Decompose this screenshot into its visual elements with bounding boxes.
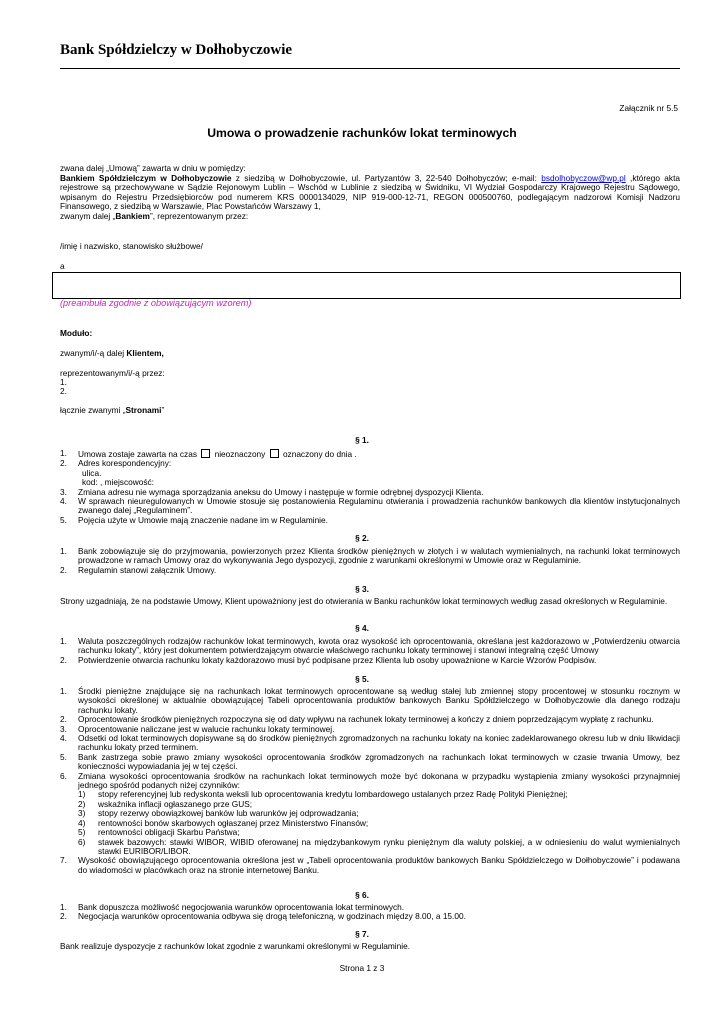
factor-item: 5) rentowności obligacji Skarbu Państwa; — [78, 827, 240, 838]
item-text: Bank dopuszcza możliwość negocjowania warunków oprocentowania lokat terminowych. — [78, 902, 405, 912]
attachment-number: Załącznik nr 5.5 — [619, 103, 678, 113]
list-item: 1. Bank dopuszcza możliwość negocjowania warunków oprocentowania lokat terminowych. — [60, 902, 405, 912]
and-label: a — [60, 261, 65, 271]
bank-called-pre: zwanym dalej „ — [60, 211, 116, 221]
section-5-heading: § 5. — [355, 674, 369, 684]
bank-address: z siedzibą w Dołhobyczowie, ul. Partyzantów 3, 22-540 Dołhobyczów; e-mail: — [231, 173, 542, 183]
item-text: Pojęcia użyte w Umowie mają znaczenie nadane im w Regulaminie. — [78, 514, 328, 525]
street-field: ulica. — [82, 467, 102, 478]
fixed-term-checkbox[interactable] — [270, 449, 279, 458]
item-text: Zmiana wysokości oprocentowania środków na rachunkach lokat terminowych może być dokonana w przypadku wystąpienia zmiany wysokości przynajmniej jednego spośród podanych niżej czynników: — [78, 770, 680, 791]
item-text: Bank zastrzega sobie prawo zmiany wysokości oprocentowania środków zgromadzonych na rachunkach lokat terminowych w czasie trwania Umowy, bez konieczności wypowiadania jej w tej części. — [78, 751, 680, 772]
client-called-line — [60, 349, 680, 358]
list-item: 1. Umowa zostaje zawarta na czas nieoznaczony oznaczony do dnia . — [60, 448, 357, 459]
bank-registry: ,którego akta rejestrowe są przechowywane w Sądzie Rejonowym Lublin – Wschód w Lublinie z siedzibą w Świdniku, VI Wydział Gospodarczy Krajowego Rejestru Sądowego, wpisanym do Rejestru Przedsiębiorców pod numerem KRS 0000134029, NIP 919-000-12-71, REGON 000500760, podlegającym nadzorowi Komisji Nadzoru Finansowego, z siedzibą w Warszawie, Plac Powstańców Warszawy 1, — [60, 173, 680, 212]
bank-email-link[interactable]: bsdolhobyczow@wp.pl — [541, 173, 626, 183]
client-called-pre: zwanym/i/-ą dalej — [60, 348, 127, 358]
list-item: 1. Środki pieniężne znajdujące się na rachunkach lokat terminowych oprocentowane są według stałej lub zmiennej stopy procentowej w stosunku rocznym w wysokości określonej w aktualnie obowiązującej Tabeli oprocentowania produktów bankowych Banku Spółdzielczego w Dołhobyczowie dla danego rodzaju rachunku lokaty. — [60, 686, 680, 715]
term-text: Umowa zostaje zawarta na czas — [78, 449, 200, 459]
list-item: 2. Oprocentowanie środków pieniężnych rozpoczyna się od daty wpływu na rachunek lokaty terminowej a kończy z dniem poprzedzającym wypłatę z rachunku. — [60, 714, 654, 725]
list-item: 2. Negocjacja warunków oprocentowania odbywa się drogą telefoniczną, w godzinach między 8.00, a 15.00. — [60, 911, 466, 922]
factor-item: 1) stopy referencyjnej lub redyskonta weksli lub oprocentowania kredytu lombardowego ustalanych przez Radę Polityki Pieniężnej; — [78, 789, 568, 800]
section-6-list — [60, 903, 680, 922]
factor-item: 3) stopy rezerwy obowiązkowej banków lub warunków jej odprowadzania; — [78, 808, 359, 819]
factor-text: wskaźnika inflacji ogłaszanego prze GUS; — [98, 798, 253, 809]
list-item: 3. Oprocentowanie naliczane jest w walucie rachunku lokaty terminowej. — [60, 723, 335, 734]
section-5-list — [60, 687, 680, 875]
item-text: Zmiana adresu nie wymaga sporządzania aneksu do Umowy i następuje w formie odrębnej dyspozycji Klienta. — [78, 486, 484, 497]
factor-item: 4) rentowności bonów skarbowych ogłaszanej przez Ministerstwo Finansów; — [78, 817, 369, 828]
address-label: Adres korespondencyjny: — [78, 458, 172, 469]
factor-item: 6) stawek bazowych: stawki WIBOR, WIBID oferowanej na międzybankowym rynku pieniężnym dla waluty polskiej, a w odniesieniu do walut wymienialnych stawki EURIBOR/LIBOR. — [78, 836, 680, 856]
section-3-heading: § 3. — [355, 584, 369, 594]
bank-name-header: Bank Spółdzielczy w Dołhobyczowie — [60, 42, 293, 58]
bank-called-post: ”, reprezentowanym przez: — [149, 211, 249, 221]
document-title: Umowa o prowadzenie rachunków lokat terminowych — [207, 126, 517, 140]
factor-text: rentowności obligacji Skarbu Państwa; — [98, 827, 240, 838]
preamble-note: (preambuła zgodnie z obowiązującym wzorem) — [60, 298, 252, 308]
bank-called-line — [60, 212, 680, 221]
section-7-heading: § 7. — [355, 929, 369, 939]
client-rep-1: 1. — [60, 377, 67, 387]
section-7-text: Bank realizuje dyspozycje z rachunków lokat zgodnie z warunkami określonymi w Regulaminie. — [60, 941, 411, 951]
name-position-label: /imię i nazwisko, stanowisko służbowe/ — [60, 241, 203, 251]
list-item: 5. Pojęcia użyte w Umowie mają znaczenie nadane im w Regulaminie. — [60, 514, 328, 525]
item-text: Negocjacja warunków oprocentowania odbywa się drogą telefoniczną, w godzinach między 8.00, a 15.00. — [78, 911, 466, 922]
item-text: Środki pieniężne znajdujące się na rachunkach lokat terminowych oprocentowane są według stałej lub zmiennej stopy procentowej w stosunku rocznym w wysokości określonej w aktualnie obowiązującej Tabeli oprocentowania produktów bankowych Banku Spółdzielczego w Dołhobyczowie dla danego rodzaju rachunku lokaty. — [78, 686, 680, 715]
section-4-heading: § 4. — [355, 623, 369, 633]
factor-text: stopy rezerwy obowiązkowej banków lub warunków jej odprowadzania; — [98, 808, 359, 819]
list-item: 2. Potwierdzenie otwarcia rachunku lokaty każdorazowo musi być podpisane przez Klienta lub osoby upoważnione w Karcie Wzorów Podpisów. — [60, 654, 597, 665]
item-text: Odsetki od lokat terminowych dopisywane są do środków pieniężnych zgromadzonych na rachunku lokaty na koniec zadeklarowanego okresu lub w dniu likwidacji rachunku lokaty przed terminem. — [78, 733, 680, 753]
factor-text: rentowności bonów skarbowych ogłaszanej przez Ministerstwo Finansów; — [98, 817, 369, 828]
bank-name-bold: Bankiem Spółdzielczym w Dołhobyczowie — [60, 173, 232, 183]
item-text: Regulamin stanowi załącznik Umowy. — [78, 564, 217, 575]
client-details-box[interactable] — [52, 272, 681, 299]
list-item: 1. Bank zobowiązuje się do przyjmowania, powierzonych przez Klienta środków pieniężnych w złotych i w walutach wymienialnych, na rachunki lokat terminowych prowadzone w ramach Umowy oraz do wykonywania Jego dyspozycji, zgodnie z warunkami określonymi w Umowie oraz w Regulaminie. — [60, 546, 680, 566]
section-3-text: Strony uzgadniają, że na podstawie Umowy, Klient upoważniony jest do otwierania w Banku rachunków lokat terminowych według zasad określonych w Regulaminie. — [60, 596, 668, 606]
parties-line — [60, 406, 680, 415]
client-called-bold: Klientem, — [126, 348, 164, 358]
section-1-list — [60, 449, 680, 525]
parties-bold: Stronami — [125, 405, 162, 415]
item-text: Oprocentowanie środków pieniężnych rozpoczyna się od daty wpływu na rachunek lokaty terminowej a kończy z dniem poprzedzającym wypłatę z rachunku. — [78, 714, 654, 725]
client-rep-2: 2. — [60, 386, 67, 396]
header-rule — [60, 68, 680, 69]
fixed-term-label: oznaczony do dnia . — [280, 449, 357, 459]
list-item: 5. Bank zastrzega sobie prawo zmiany wysokości oprocentowania środków zgromadzonych na rachunkach lokat terminowych w czasie trwania Umowy, bez konieczności wypowiadania jej w tej części. — [60, 751, 680, 772]
section-2-heading: § 2. — [355, 533, 369, 543]
indefinite-checkbox[interactable] — [201, 449, 210, 458]
parties-post: ” — [161, 405, 165, 415]
list-item: 7. Wysokość obowiązującego oprocentowania określona jest w „Tabeli oprocentowania produktów bankowych Banku Spółdzielczego w Dołhobyczowie” i podawana do wiadomości w placówkach oraz na stronie internetowej Banku. — [60, 855, 680, 875]
factor-item: 2) wskaźnika inflacji ogłaszanego prze GUS; — [78, 798, 253, 809]
section-4-list — [60, 637, 680, 665]
indefinite-label: nieoznaczony — [212, 449, 268, 459]
section-1-heading: § 1. — [355, 435, 369, 445]
item-text: Oprocentowanie naliczane jest w walucie rachunku lokaty terminowej. — [78, 723, 335, 734]
list-item: 1. Waluta poszczególnych rodzajów rachunków lokat terminowych, kwota oraz wysokość ich oprocentowania, określana jest każdorazowo w „Potwierdzeniu otwarcia rachunku lokaty”, który jest dokumentem potwierdzającym otwarcie właściwego rachunku lokaty terminowej i stanowi integralną część Umowy — [60, 636, 680, 656]
factor-text: stawek bazowych: stawki WIBOR, WIBID oferowanej na międzybankowym rynku pieniężnym dla waluty polskiej, a w odniesieniu do walut wymienialnych stawki EURIBOR/LIBOR. — [98, 836, 680, 856]
page-number: Strona 1 z 3 — [339, 963, 385, 973]
list-item: 3. Zmiana adresu nie wymaga sporządzania aneksu do Umowy i następuje w formie odrębnej dyspozycji Klienta. — [60, 486, 484, 497]
list-item: 4. Odsetki od lokat terminowych dopisywane są do środków pieniężnych zgromadzonych na rachunku lokaty na koniec zadeklarowanego okresu lub w dniu likwidacji rachunku lokaty przed terminem. — [60, 733, 680, 753]
section-6-heading: § 6. — [355, 890, 369, 900]
list-item: 2. Regulamin stanowi załącznik Umowy. — [60, 564, 217, 575]
section-2-list — [60, 547, 680, 575]
item-text: Potwierdzenie otwarcia rachunku lokaty każdorazowo musi być podpisane przez Klienta lub osoby upoważnione w Karcie Wzorów Podpisów. — [78, 654, 597, 665]
contract-date-line: zwana dalej „Umową” zawarta w dniu w pomiędzy: — [60, 163, 246, 173]
list-item: 6. Zmiana wysokości oprocentowania środków na rachunkach lokat terminowych może być dokonana w przypadku wystąpienia zmiany wysokości przynajmniej jednego spośród podanych niżej czynników: — [60, 770, 680, 791]
item-text: Wysokość obowiązującego oprocentowania określona jest w „Tabeli oprocentowania produktów bankowych Banku Spółdzielczego w Dołhobyczowie” i podawana do wiadomości w placówkach oraz na stronie internetowej Banku. — [78, 855, 680, 875]
item-text: Bank zobowiązuje się do przyjmowania, powierzonych przez Klienta środków pieniężnych w złotych i w walutach wymienialnych, na rachunki lokat terminowych prowadzone w ramach Umowy oraz do wykonywania Jego dyspozycji, zgodnie z warunkami określonymi w Umowie oraz w Regulaminie. — [78, 546, 680, 566]
parties-pre: łącznie zwanymi „ — [60, 405, 126, 415]
item-text: Waluta poszczególnych rodzajów rachunków lokat terminowych, kwota oraz wysokość ich oprocentowania, określana jest każdorazowo w „Potwierdzeniu otwarcia rachunku lokaty”, który jest dokumentem potwierdzającym otwarcie właściwego rachunku lokaty terminowej i stanowi integralną część Umowy — [78, 636, 680, 656]
city-field: kod: , miejscowość: — [82, 477, 154, 488]
module-label: Moduło: — [60, 328, 93, 338]
item-text: W sprawach nieuregulowanych w Umowie stosuje się postanowienia Regulaminu otwierania i prowadzenia rachunków bankowych dla klientów instytucjonalnych zwanego dalej „Regulaminem”. — [78, 496, 680, 516]
factor-text: stopy referencyjnej lub redyskonta weksli lub oprocentowania kredytu lombardowego ustalanych przez Radę Polityki Pieniężnej; — [98, 789, 568, 800]
client-rep-label: reprezentowanym/i/-ą przez: — [60, 368, 165, 378]
list-item: 2. Adres korespondencyjny: — [60, 458, 172, 469]
bank-description — [60, 174, 680, 212]
bank-called-bold: Bankiem — [115, 211, 150, 221]
list-item: 4. W sprawach nieuregulowanych w Umowie stosuje się postanowienia Regulaminu otwierania i prowadzenia rachunków bankowych dla klientów instytucjonalnych zwanego dalej „Regulaminem”. — [60, 496, 680, 516]
